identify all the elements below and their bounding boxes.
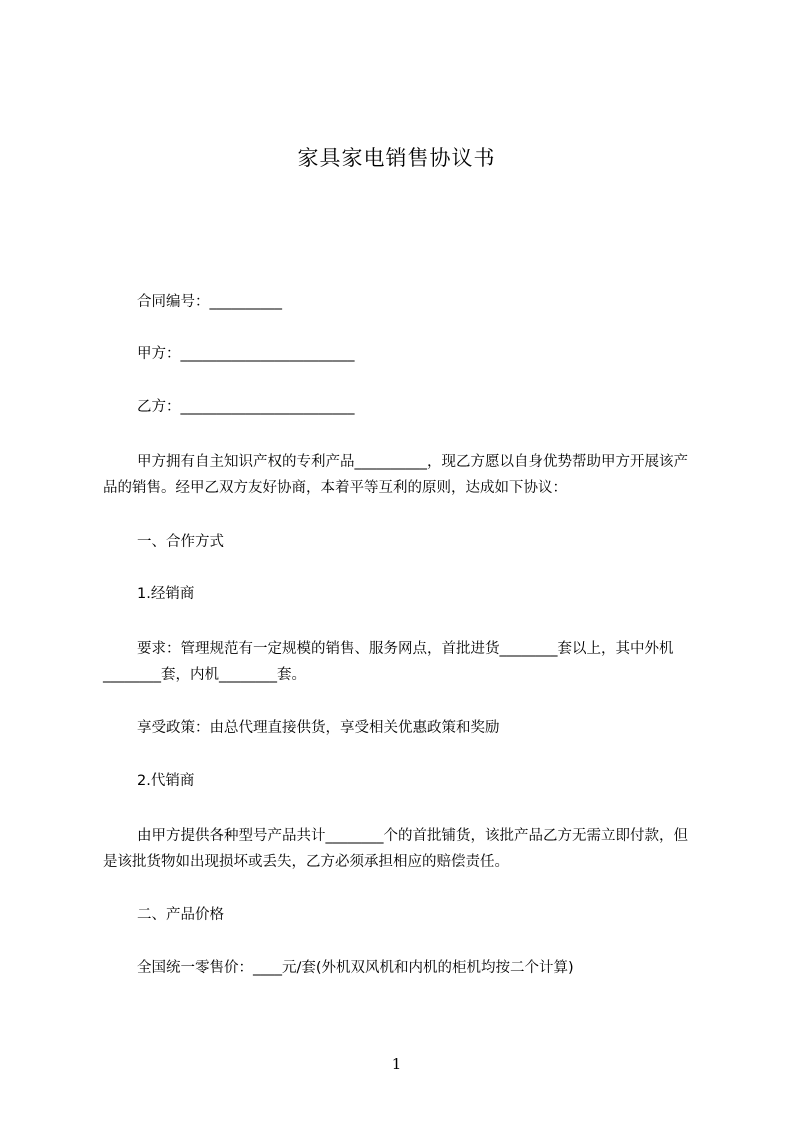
- item-2-body: 由甲方提供各种型号产品共计________个的首批铺货，该批产品乙方无需立即付款，但是该批货物如出现损坏或丢失，乙方必须承担相应的赔偿责任。: [103, 828, 688, 870]
- section-1-heading: 一、合作方式: [137, 534, 224, 550]
- document-title: 家具家电销售协议书: [297, 146, 496, 170]
- item-1-heading: 1.经销商: [137, 586, 195, 602]
- party-a-field: 甲方：________________________: [137, 346, 355, 362]
- section-2-heading: 二、产品价格: [137, 907, 224, 923]
- retail-price-line: 全国统一零售价：____元/套(外机双风机和内机的柜机均按二个计算): [137, 960, 574, 976]
- item-1-requirement: 要求：管理规范有一定规模的销售、服务网点，首批进货________套以上，其中外机________套，内机________套。: [103, 641, 674, 683]
- intro-paragraph: 甲方拥有自主知识产权的专利产品__________，现乙方愿以自身优势帮助甲方开展该产品的销售。经甲乙双方友好协商，本着平等互利的原则，达成如下协议：: [103, 454, 688, 496]
- page-number: 1: [391, 1055, 402, 1073]
- party-b-field: 乙方：________________________: [137, 399, 355, 415]
- item-1-policy: 享受政策：由总代理直接供货，享受相关优惠政策和奖励: [137, 720, 500, 736]
- contract-number-field: 合同编号：__________: [137, 294, 282, 310]
- item-2-heading: 2.代销商: [137, 773, 195, 789]
